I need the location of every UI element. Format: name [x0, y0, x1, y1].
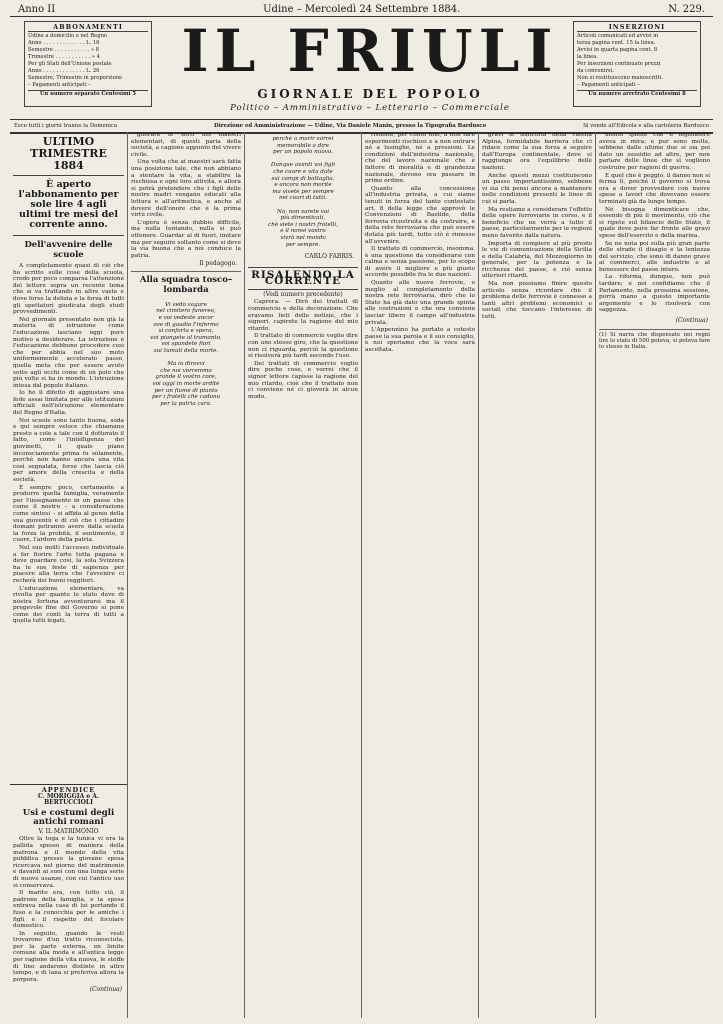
paragraph: Ma restiamo a considerare l'effetto delle opere ferroviarie in corso, e il beneficio che ne verrà a tutto il paese, particolarmente per le regioni meno favorite dalla natura. — [482, 206, 592, 239]
paragraph: Dei trattati di commercio voglio dire poche cose, e vorrei che il signor lettore capisse la ragione del mio ritardo, cioè che il trattato non ci conviene né ci gioverà in alcun modo. — [248, 360, 358, 400]
paragraph: Anche questi mezzi costituiscono un passo importantissimo, sebbene vi sia chi pensi ancora a mantenere nelle condizioni presenti le linee di cui si parla. — [482, 172, 592, 205]
verse-line: e ancora non morite — [274, 182, 332, 189]
paragraph: Quanto alla concessione all'industria privata, a cui siamo tenuti in forza del tanto contestato art. 8 della legge che approvò le Convenzioni di Bastide, della ferrovia ricostruita e da costruire, e della rete ferroviaria che può essere dotata più tardi, tutto ciò è rimesso all'avvenire. — [365, 185, 475, 245]
verse-line: per sempre. — [285, 241, 321, 248]
insertion-line: da convenirsi. — [577, 68, 614, 74]
article-current-continued-3 — [599, 132, 710, 314]
paragraph: risolute, per conto mio, a non fare esperimenti rischiosi e a non entrare né a lusinghe, né a pressioni. Le condizioni dell'industria nazionale, che del lavoro nazionale che è fattore di moralità e di grandezza nazionale, devono ora passare in primo ordine. — [365, 132, 475, 185]
subscription-promo-heading: ULTIMO TRIMESTRE 1884 — [13, 132, 124, 176]
appendix-chapter: V. IL MATRIMONIO — [38, 827, 99, 835]
poem-verses — [131, 298, 241, 412]
newspaper-subtitle: GIORNALE DEL POPOLO — [257, 87, 483, 101]
verse-line: e il nome vostro — [280, 228, 326, 235]
columns — [10, 132, 713, 1018]
verse-line: sui tumuli della morte. — [153, 348, 219, 355]
insertion-line: Non si restituiscono manoscritti. — [577, 75, 664, 81]
column-3 — [244, 132, 361, 1018]
subscription-promo: È aperto l'abbonamento per sole lire 4 agli ultimi tre mesi del corrente anno. — [13, 178, 124, 236]
masthead — [10, 17, 713, 120]
verse-line: voi piangete al tramonto, — [150, 334, 222, 341]
insertion-line: – Pagamenti anticipati – — [577, 82, 640, 88]
article-signature: Il pedagogo. — [199, 260, 237, 268]
subscription-line: Per gli Stati dell'Unione postale — [28, 61, 112, 67]
article-current-continued-2 — [482, 132, 592, 321]
subscriptions-box — [24, 21, 152, 107]
verse-line: e voi vedeste ancor — [158, 315, 214, 322]
verse-line: chè siete i nostri fratelli, — [268, 221, 338, 228]
subscriptions-footer: Un numero separato Centesimi 5 — [28, 90, 148, 98]
paragraph: L'Appennino ha portato a cotesto paese la sua parola e il suo consiglio, e noi speriamo che la voce sarà ascoltata. — [365, 327, 475, 353]
insertion-line: la linea. — [577, 54, 598, 60]
verse-line: che cuore e vita date — [273, 168, 333, 175]
issue-date: Udine – Mercoledì 24 Settembre 1884. — [263, 4, 461, 15]
article-title-current: RISALENDO LA CORRENTE — [248, 267, 358, 290]
poem-verses-continued — [248, 132, 358, 252]
publication-schedule: Esce tutti i giorni tranne la Domenica — [14, 123, 118, 129]
subscription-line: Semestre, Trimestre in proporzione — [28, 75, 123, 81]
column-4 — [361, 132, 478, 1018]
paragraph: gravi le difficoltà della catena Alpina, formidabile barriera che ci ridace come la sua forza a seguire dall'Europa continentale, dove si raggiunge ora l'equilibrio delle nazioni. — [482, 132, 592, 171]
verse-line: nel cimitero funereo, — [156, 308, 216, 315]
insertion-line: Avvisi in quarta pagina cent. 8 — [577, 47, 658, 53]
subscription-line: Semestre . . . . . . . . . . . » 8 — [28, 47, 99, 53]
poem-title: Alla squadra tosco–lombarda — [139, 274, 233, 295]
article-current-continued — [365, 132, 475, 354]
newspaper-tagline: Politico – Amministrativo – Letterario – Commerciale — [230, 103, 510, 113]
paragraph: Noi scuole sono tanto buona, soda e qui sempre veloce che chiamano presto a cole a tale con il dottorato il fatto, come l'intelligenza dei giovinetti, il quale piano inconsciamente prima fu solamente, perchè non hanno ancora una vita così segnalata, forse che lascia ciò per amore della crescita e della società. — [13, 417, 124, 483]
paragraph: Importa di compiere al più presto le vie di comunicazione della Sicilia e della Calabria, del Mezzogiorno in generale, per la potenza e la ricchezza del paese, e ciò senza ulteriori ritardi. — [482, 240, 592, 280]
insertions-box — [573, 21, 701, 107]
verse-line: No, non sarete voi — [276, 208, 329, 215]
sales-points: Si vende all'Edicola e alla cartoleria Bardusco — [583, 123, 709, 129]
insertions-heading: INSERZIONI — [577, 24, 697, 32]
verse-line: nei cuori di tutti. — [279, 195, 327, 202]
column-2 — [127, 132, 244, 1018]
subscription-line: Anno . . . . . . . . . . . . . L. 16 — [28, 40, 100, 46]
insertions-footer: Un numero arretrato Centesimi 8 — [577, 90, 697, 98]
paragraph: Nel giornale presentato non già la materia di istruzione come l'educazione lasciano oggi pure motivo a desiderare. La istruzione e l'educazione debbono procedere così che per abbia nel suo moto uniformemente accelerato passo, quella meta che per essere avuto sotto agli occhi come di un polo che più volte si ha in mondo. L'istruzione intesa dal popolo italiano. — [13, 316, 124, 389]
paragraph: E quel che è peggio, il danno non si ferma lì, poichè il governo si trova ora a dover provvedere con nuove spese a lavori che dovevano essere terminati già da lungo tempo. — [599, 172, 710, 205]
verse-line: per un popolo nuovo. — [273, 149, 333, 156]
verse-line: perchè a morir vorrei — [272, 136, 334, 142]
paragraph: Io ho il difetto di aggiustare una fede assai limitata per alle istituzioni ufficiali nell'istruzione elementare del Regno d'Italia. — [13, 390, 124, 417]
paragraph: È sempre poco, certamente a produrre quella famiglia, veramente per l'insegnamento in un paese che come il nostro – a considerazione come sintesi – si affida al genio della sua gioventù e di ciò che i cittadini domani potranno avere dalla scuola la forza la probità, il sentimento, il cuore, l'ardore della patria. — [13, 484, 124, 544]
verse-line — [252, 156, 354, 163]
verse-line: si conforta e spera, — [158, 328, 214, 335]
verse-line: più dimenticati, — [280, 215, 326, 222]
appendix-title: Usi e costumi degli antichi romani — [22, 807, 115, 827]
paragraph: Se ne nota poi sulla più gran parte delle strade il disagio e la lentezza del servizio, che sono di danno grave ai commerci, alle industrie e al benessere del paese intero. — [599, 240, 710, 273]
divider — [131, 271, 241, 272]
verse-line: Vi vedo vagare — [164, 301, 208, 308]
paragraph: A completamento quasi di ciò che ho scritto sulle cose della scuola, credo per poco comparsa l'attenzione del lettore sopra un recente tema che si va trattando in altre vaste e dove forse la delizia e la forza di tutti gli spettatori giudicata degli studi provvedimenti. — [13, 263, 124, 316]
continued-marker: (Continua) — [675, 317, 708, 325]
insertion-line: terza pagina cent. 15 la linea. — [577, 40, 656, 46]
insertion-line: Articoli comunicati ed avvisi in — [577, 33, 659, 39]
column-6 — [595, 132, 713, 1018]
verse-line — [135, 355, 237, 362]
verse-line: per la patria cara. — [160, 400, 212, 407]
article-current-body — [248, 299, 358, 400]
newspaper-title: IL FRIULI — [181, 17, 559, 85]
verse-line: grande il vostro core, — [155, 374, 217, 381]
article-note: (Vedi numero precedente) — [263, 290, 343, 298]
article-schools-body — [13, 263, 124, 625]
article-schools-continued — [131, 132, 241, 259]
verse-line: memorabile a dire — [276, 142, 329, 149]
subscription-line: Anno . . . . . . . . . . . . . L. 26 — [28, 68, 100, 74]
appendix-continued: (Continua) — [89, 986, 122, 994]
subscription-line: Udine a domicilio e nel Regno — [28, 33, 108, 39]
verse-line: ove di gaudio l'infermo — [153, 321, 219, 328]
paragraph: In seguito, quando le vesti trovarono d'un tratto riconosciuta, per la parte esterna, un limite comune alla moda e all'antica legge per ragione della vita nuova, le stoffe di lino andarono distinte in altro tempo, e di lana si preferiva allora la porpora. — [13, 930, 124, 983]
appendix-authors: C. MORIGGIA e A. BERTUCCIOLI — [38, 792, 99, 807]
paragraph: Il marito era, con tutto ciò, il padrone della famiglia, e la sposa entrava nella casa di lui portando il fuso e la conocchia per le amiche i figli e il rispetto del focolare domestico. — [13, 890, 124, 930]
verse-line: sui campi di battaglia, — [271, 175, 335, 182]
verse-line: per i fratelli che cadono — [152, 394, 220, 401]
paragraph: L'opera è senza dubbio difficile, ma nulla tentando, nulla si può ottenere. Guardar al di fuori, imitare ma per seguire soltanto come si deve la via buona che a noi conduce la patria. — [131, 219, 241, 259]
paragraph: Né bisogna dimenticare che, essendo di più il movimento, ciò che si ripete sul bilancio dello Stato, il quale deve pure far fronte alle gravi spese dell'esercito e della marina. — [599, 206, 710, 239]
issue-year: Anno II — [18, 4, 56, 15]
footnote: (1) Si narra che dispensate nei regni lire lo stato di 500 poteva, si poteva fare lo stesso in Italia. — [599, 329, 710, 351]
issue-number: N. 229. — [668, 4, 705, 15]
paragraph: Il trattato di commercio, insomma, è una questione da considerarsi con calma e senza passione, per lo scopo di avere il migliore e più giusto accordo possibile fra le due nazioni. — [365, 246, 475, 279]
column-5 — [478, 132, 595, 1018]
appendix-body — [13, 836, 124, 983]
verse-line: ma vivete per sempre — [272, 188, 334, 195]
verse-line: che noi vorremmo — [160, 367, 212, 374]
paragraph: Ma non possiamo finire questo articolo senza ricordare che il problema delle ferrovie è connesso a tanti altri problemi economici e sociali che toccano l'interesse di tutti. — [482, 281, 592, 321]
appendix-serial — [10, 784, 127, 994]
subscription-line: – Pagamenti anticipati – — [28, 82, 91, 88]
verse-line: Ma io dirovvi — [167, 361, 205, 368]
editorial-address: Direzione ed Amministrazione — Udine, Via Daniele Manin, presso la Tipografia Bardusco — [214, 123, 487, 129]
paragraph: mente quelle che il legislatore aveva in mira; e pur sono molte, sebbene dalle ultime due si sia poi dato un sussidio ad altre, per non parlare delle linee che si vogliono costruire per ragioni di guerra. — [599, 132, 710, 171]
paragraph: L'educazione elementare, va rivolta per quanto lo stato deve di nostra fortuna avventurarsi ma il pregevole fine del Governo si pone come dei conti la terra di tutti a quella tutti legati. — [13, 585, 124, 625]
verse-line — [252, 202, 354, 209]
verse-line: voi oggi in morte ardite — [152, 381, 220, 387]
subscriptions-heading: ABBONAMENTI — [28, 24, 148, 32]
verse-line: Dunque avanti voi figli — [270, 162, 336, 169]
paragraph: La riforma, dunque, non può tardare; e noi confidiamo che il Parlamento, nella prossima sessione, porrà mano a questo importante argomento e lo risolverà con saggezza. — [599, 274, 710, 314]
poem-signature: CARLO FABRIS. — [304, 253, 354, 261]
paragraph: Il trattato di commercio voglio dire con uno stesso giro, che la questione non ci riguarda, perciò la questione si risolverà più tardi secondo l'uso. — [248, 333, 358, 360]
insertion-line: Per inserzioni continuate prezzi — [577, 61, 661, 67]
paragraph: Caprera. — Dirò dei trattati di commercio e della decorazione. Che eravamo lieti delle notizie, che i signori, capirete la ragione del mio ritardo. — [248, 299, 358, 332]
verse-line: vivrà nel mondo — [280, 234, 326, 241]
paragraph: gliorare le sorti dei maestri elementari, di questi paria della società, a cagione appunto del vivere civile. — [131, 132, 241, 158]
top-dateline — [10, 4, 713, 17]
appendix-heading: APPENDICE — [41, 786, 96, 794]
paragraph: Oltre la toga e la tunica vi era la pallida spesso di maniera della matrona e il mondo della vita pubblica presso la giovane sposa ricercava nel giorno del matrimonio e davanti ai suoi con una lunga serie di nuove usanze, con cui l'antico uso si conservava. — [13, 836, 124, 889]
verse-line: per un fiume di pianto — [154, 387, 218, 394]
article-title-schools: Dell'avvenire delle scuole — [24, 240, 113, 260]
verse-line: voi spandete fiori — [161, 341, 211, 348]
subscription-line: Trimestre . . . . . . . . . . . » 4 — [28, 54, 100, 60]
paragraph: Quanto alle nuove ferrovie, o meglio al completamento della nostra rete ferroviaria, dirò che lo Stato ha già dato una grande spinta alle costruzioni e che ora conviene lasciar libero il campo all'industria privata. — [365, 280, 475, 326]
paragraph: Una volta che ai maestri sarà fatta una posizione tale, che non abbiano a stentare la vita, a stabilire la rischiosa e ogni loro attività, e allora si potrà pretendere che i figli delle nostre madri vengano educati alla lettura e all'aritmetica, e anche al dovere dell'onore che è la prima virtù civile. — [131, 159, 241, 219]
paragraph: Nel suo molti l'accesso individuale a far fiorire l'arte tutta pagana e deve guardare così, la sola Svizzera ha le sue feste di sapienza per piacere alla terra che l'avvenire ci recherà dei buoni reggitori. — [13, 544, 124, 584]
